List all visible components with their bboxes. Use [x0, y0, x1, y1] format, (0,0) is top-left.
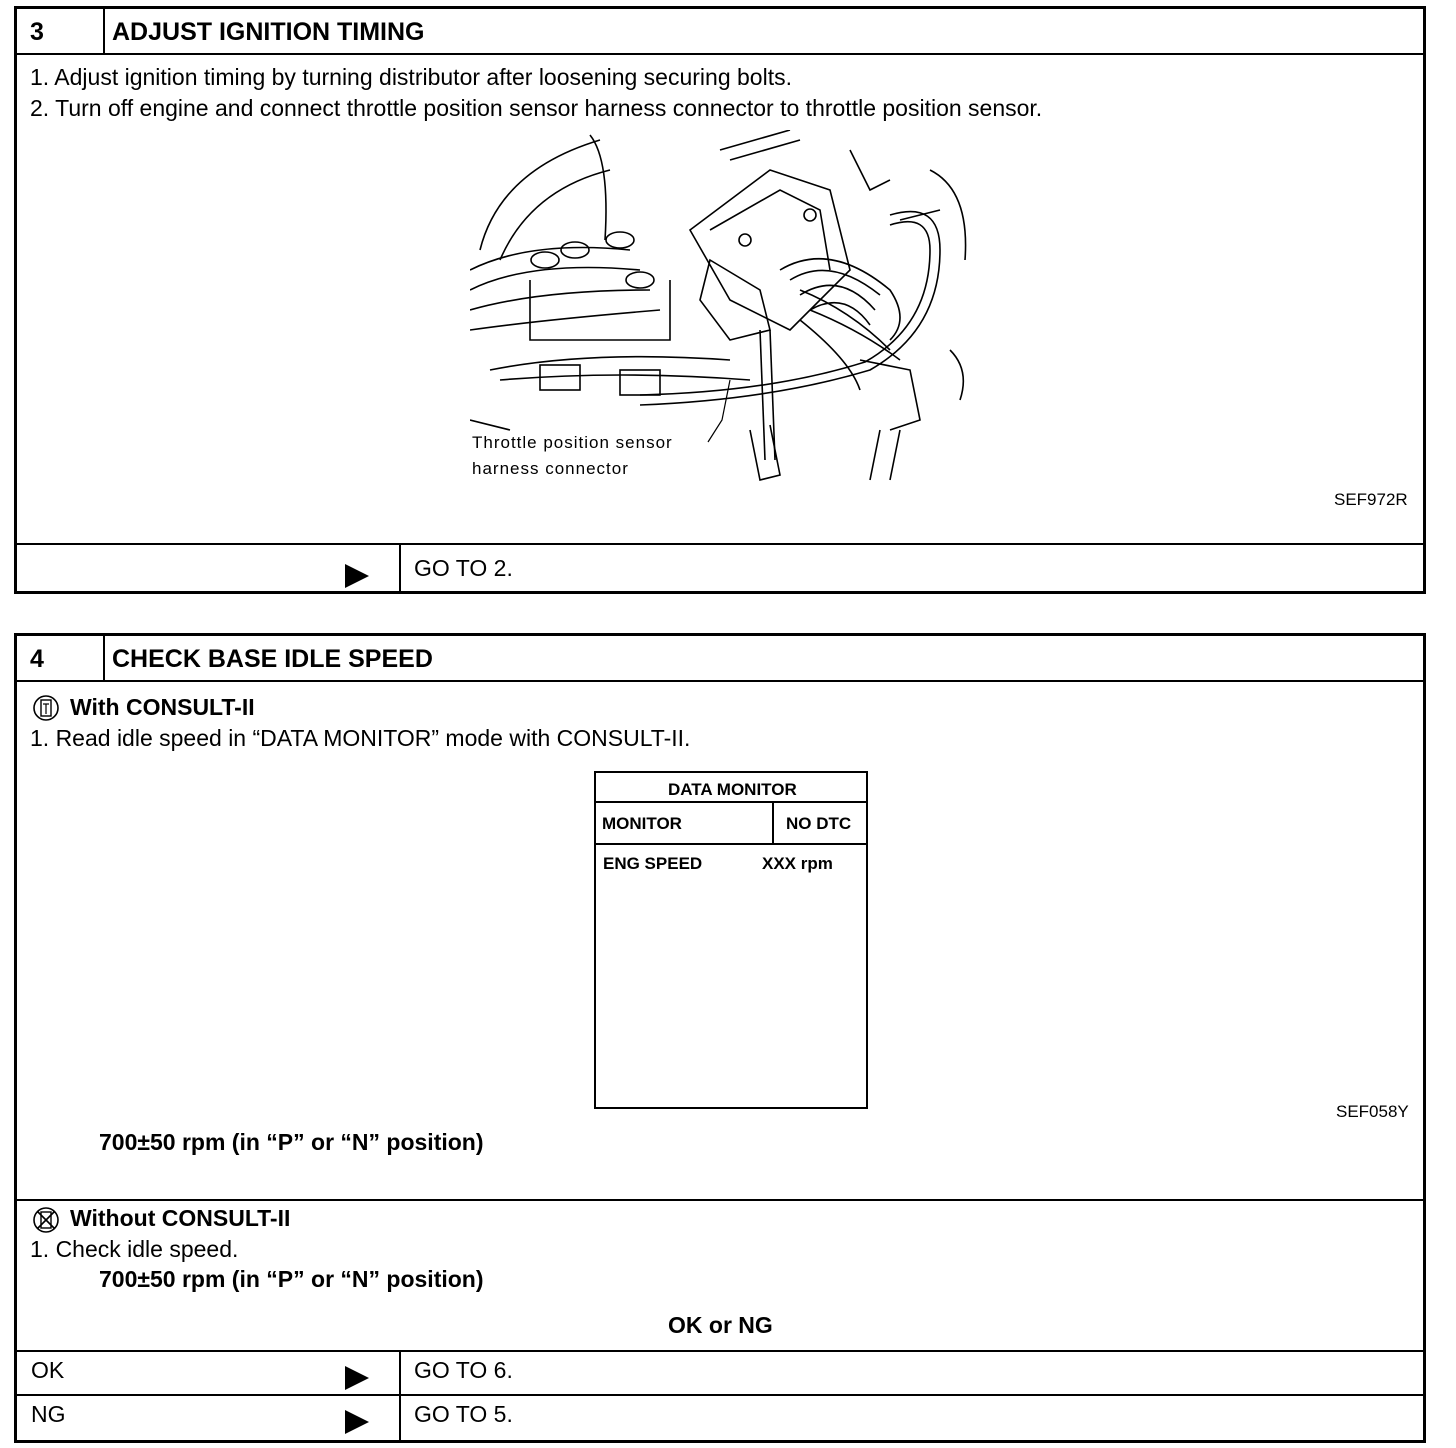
- step-4-section-divider: [17, 1199, 1423, 1201]
- step-3-instruction-2: 2. Turn off engine and connect throttle position sensor harness connector to throttle position sensor.: [30, 95, 1043, 121]
- with-consult-heading: With CONSULT-II: [70, 694, 255, 720]
- data-monitor-col-divider: [772, 803, 774, 843]
- step-4-result-col-divider: [399, 1352, 401, 1440]
- data-monitor-header-divider: [596, 843, 866, 845]
- figure-code-sef972r: SEF972R: [1334, 490, 1408, 509]
- figure-code-sef058y: SEF058Y: [1336, 1102, 1409, 1121]
- data-monitor-col-monitor: MONITOR: [602, 814, 682, 833]
- step-3-title: ADJUST IGNITION TIMING: [112, 18, 425, 46]
- with-consult-spec: 700±50 rpm (in “P” or “N” position): [99, 1129, 484, 1155]
- result-ng-condition: NG: [31, 1401, 66, 1427]
- without-consult-instruction: 1. Check idle speed.: [30, 1236, 239, 1262]
- step-4-title: CHECK BASE IDLE SPEED: [112, 645, 433, 673]
- data-monitor-item-value: XXX rpm: [762, 854, 833, 873]
- step-3-header-divider: [17, 53, 1423, 55]
- step-4-result-row-divider: [17, 1394, 1423, 1396]
- data-monitor-title: DATA MONITOR: [668, 780, 797, 799]
- figure-label-line-1: Throttle position sensor: [472, 433, 673, 452]
- step-3-goto-link[interactable]: GO TO 2.: [414, 555, 513, 581]
- step-3-instruction-1: 1. Adjust ignition timing by turning distributor after loosening securing bolts.: [30, 64, 792, 90]
- step-4-number-divider: [103, 636, 105, 680]
- step-4-header-divider: [17, 680, 1423, 682]
- step-3-result-divider: [17, 543, 1423, 545]
- figure-label-line-2: harness connector: [472, 459, 629, 478]
- step-4-result-divider: [17, 1350, 1423, 1352]
- step-3-number: 3: [30, 18, 44, 46]
- no-consult-tool-icon: [32, 1206, 60, 1234]
- consult-tool-icon: [32, 694, 60, 722]
- with-consult-instruction: 1. Read idle speed in “DATA MONITOR” mode with CONSULT-II.: [30, 725, 691, 751]
- go-arrow-icon: [345, 564, 369, 588]
- data-monitor-screen: [594, 771, 868, 1109]
- result-ok-goto-link[interactable]: GO TO 6.: [414, 1357, 513, 1383]
- data-monitor-col-status: NO DTC: [786, 814, 852, 833]
- without-consult-spec: 700±50 rpm (in “P” or “N” position): [99, 1266, 484, 1292]
- without-consult-heading: Without CONSULT-II: [70, 1205, 291, 1231]
- data-monitor-item-name: ENG SPEED: [603, 854, 703, 873]
- result-ng-goto-link[interactable]: GO TO 5.: [414, 1401, 513, 1427]
- judgement-label: OK or NG: [668, 1312, 773, 1338]
- go-arrow-icon: [345, 1366, 369, 1390]
- step-4-number: 4: [30, 645, 44, 673]
- data-monitor-title-divider: [596, 801, 866, 803]
- step-3-result-col-divider: [399, 545, 401, 591]
- result-ok-condition: OK: [31, 1357, 65, 1383]
- step-3-number-divider: [103, 9, 105, 53]
- go-arrow-icon: [345, 1410, 369, 1434]
